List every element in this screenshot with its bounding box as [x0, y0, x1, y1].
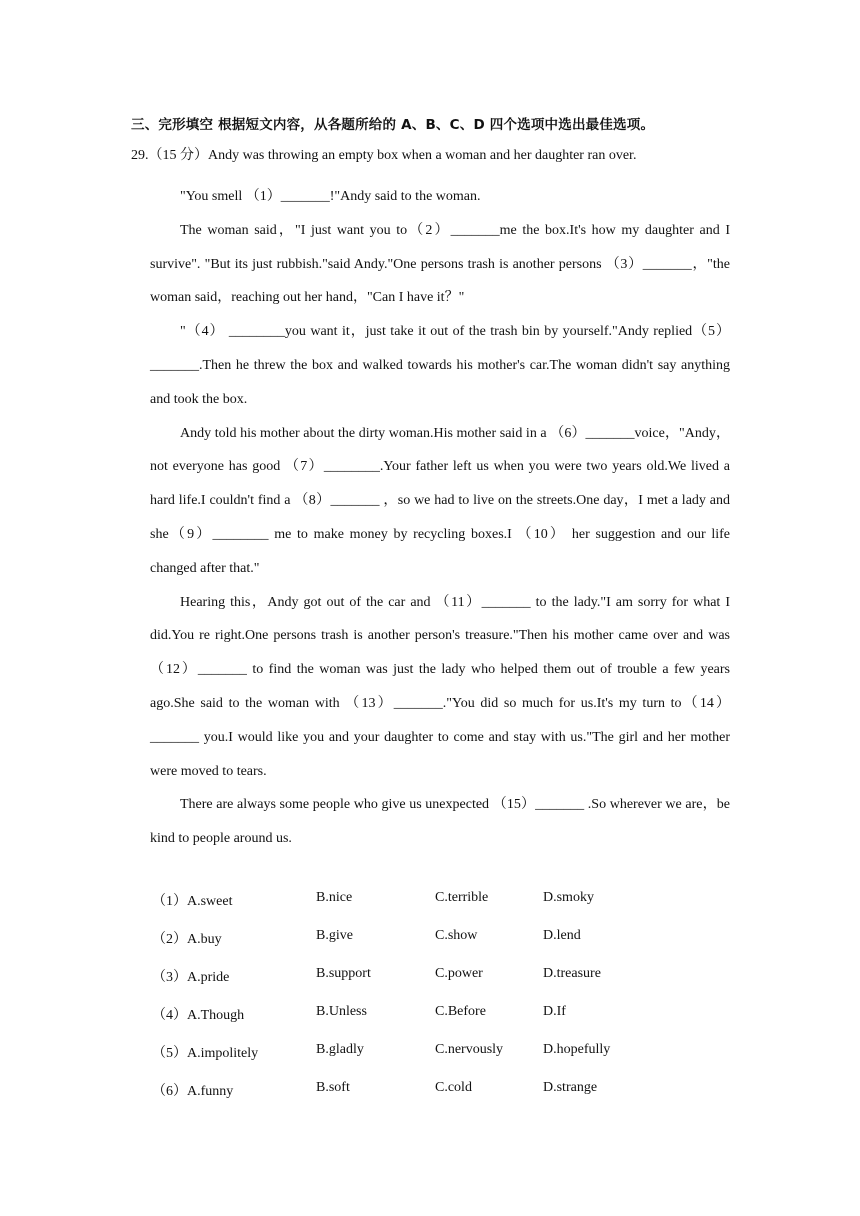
option-d: D.strange — [543, 1080, 598, 1095]
option-b: B.soft — [316, 1080, 350, 1095]
option-a: （4）A.Though — [152, 1008, 245, 1023]
option-row-6 — [152, 1080, 752, 1118]
option-a: （1）A.sweet — [152, 894, 233, 909]
option-b: B.Unless — [316, 1004, 367, 1019]
option-c: C.terrible — [435, 890, 489, 905]
option-d: D.smoky — [543, 890, 594, 905]
option-row-4 — [152, 1004, 752, 1042]
option-row-5 — [152, 1042, 752, 1080]
passage-paragraph: "（4） ________you want it，just take it out of the trash bin by yourself."Andy replied（5）_______.Then he threw the box and walked towards his mother's car.The woman didn't say anything and took the box. — [150, 324, 730, 407]
cloze-passage — [150, 180, 730, 856]
option-d: D.lend — [543, 928, 581, 943]
passage-paragraph: There are always some people who give us unexpected （15）_______ .So wherever we are，be kind to people around us. — [150, 797, 730, 847]
option-d: D.treasure — [543, 966, 601, 981]
passage-paragraph: The woman said，"I just want you to（2）_______me the box.It's how my daughter and I survive". "But its just rubbish."said Andy."One persons trash is another persons （3）_______，"the woman said，reaching out her hand，"Can I have it？" — [150, 222, 730, 306]
question-intro: 29.（15 分）Andy was throwing an empty box when a woman and her daughter ran over. — [131, 148, 637, 163]
option-a: （6）A.funny — [152, 1084, 234, 1099]
option-a: （3）A.pride — [152, 970, 230, 985]
option-a: （2）A.buy — [152, 932, 222, 947]
option-d: D.hopefully — [543, 1042, 611, 1057]
option-a: （5）A.impolitely — [152, 1046, 259, 1061]
option-c: C.Before — [435, 1004, 486, 1019]
option-b: B.give — [316, 928, 353, 943]
option-b: B.nice — [316, 890, 353, 905]
option-c: C.power — [435, 966, 483, 981]
section-heading: 三、完形填空 根据短文内容，从各题所给的 A、B、C、D 四个选项中选出最佳选项。 — [131, 117, 655, 133]
option-c: C.nervously — [435, 1042, 504, 1057]
passage-paragraph: Andy told his mother about the dirty woman.His mother said in a （6）_______voice，"Andy，not everyone has good （7）________.Your father left us when you were two years old.We lived a hard life.I couldn't find a （8）_______ ，so we had to live on the streets.One day，I met a lady and she（9）________ me to make money by recycling boxes.I （10） her suggestion and our life changed after that." — [150, 425, 730, 576]
option-b: B.gladly — [316, 1042, 364, 1057]
option-b: B.support — [316, 966, 371, 981]
passage-paragraph: Hearing this，Andy got out of the car and （11）_______ to the lady."I am sorry for what I did.You re right.One persons trash is another person's treasure."Then his mother came over and was （12）_______ to find the woman was just the lady who helped them out of trouble a few years ago.She said to the woman with （13）_______."You did so much for us.It's my turn to（14）_______ you.I would like you and your daughter to come and stay with us."The girl and her mother were moved to tears. — [150, 594, 730, 779]
option-d: D.If — [543, 1004, 566, 1019]
answer-options — [152, 890, 752, 1118]
option-row-3 — [152, 966, 752, 1004]
option-row-1 — [152, 890, 752, 928]
option-row-2 — [152, 928, 752, 966]
option-c: C.show — [435, 928, 478, 943]
option-c: C.cold — [435, 1080, 472, 1095]
passage-paragraph: "You smell （1）_______!"Andy said to the woman. — [180, 189, 481, 204]
